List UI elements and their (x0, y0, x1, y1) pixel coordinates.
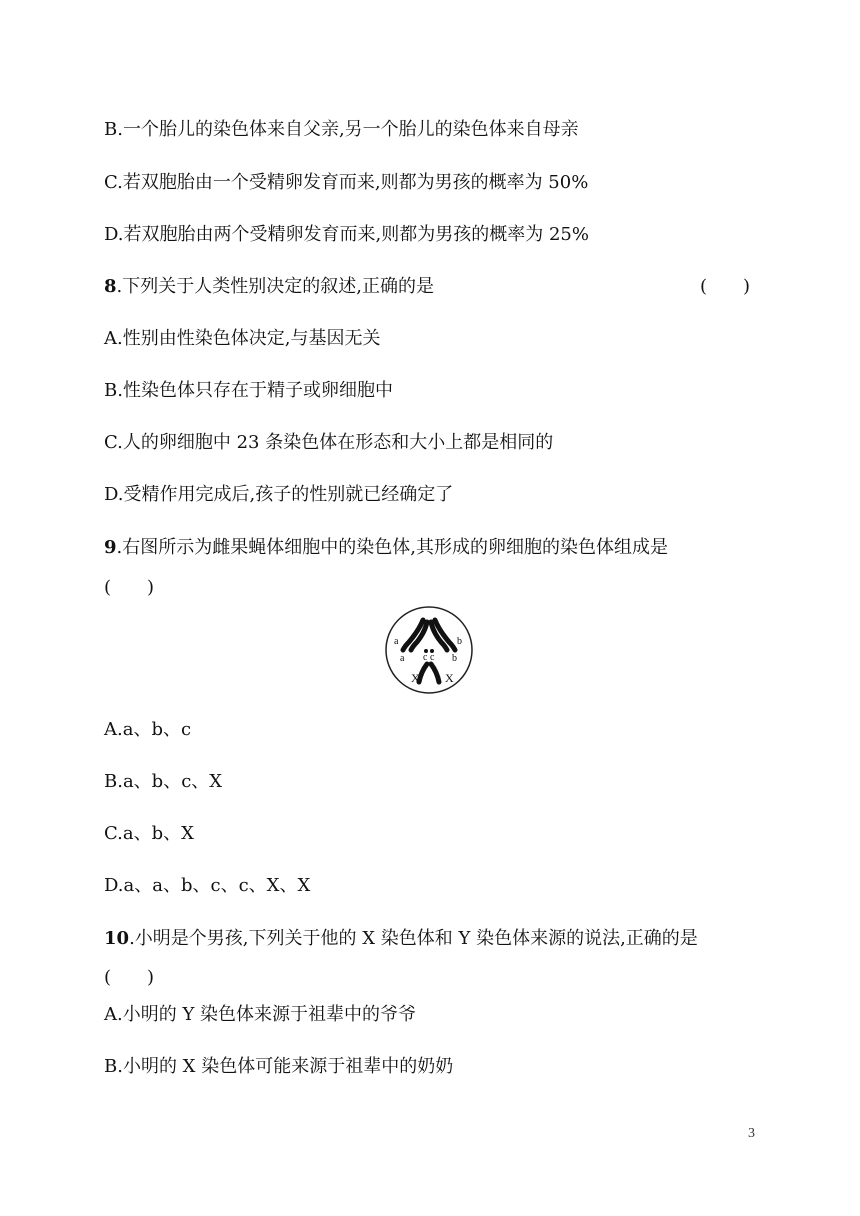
q7-option-c: C.若双胞胎由一个受精卵发育而来,则都为男孩的概率为 50% (104, 172, 589, 193)
q8-option-c: C.人的卵细胞中 23 条染色体在形态和大小上都是相同的 (104, 432, 554, 453)
q10-option-a: A.小明的 Y 染色体来源于祖辈中的爷爷 (104, 1004, 417, 1025)
page-number: 3 (748, 1126, 755, 1141)
label-a-2: a (400, 653, 405, 664)
cell-outline (386, 607, 472, 693)
q9-answer-paren: ( ) (104, 577, 155, 598)
q8-number: 8 (104, 276, 117, 297)
chromosome-x-left (419, 664, 427, 682)
label-x-2: X (445, 671, 454, 685)
q9-stem (104, 536, 668, 560)
q10-answer-paren: ( ) (104, 967, 155, 988)
label-a-1: a (394, 636, 399, 647)
q8-option-a: A.性别由性染色体决定,与基因无关 (104, 328, 381, 349)
q10-option-b: B.小明的 X 染色体可能来源于祖辈中的奶奶 (104, 1056, 454, 1077)
chromosome-diagram (383, 604, 475, 696)
label-c-2: c (430, 652, 435, 663)
q7-option-b: B.一个胎儿的染色体来自父亲,另一个胎儿的染色体来自母亲 (104, 119, 579, 140)
q8-option-d: D.受精作用完成后,孩子的性别就已经确定了 (104, 484, 454, 505)
q9-number: 9 (104, 537, 117, 558)
q9-option-c: C.a、b、X (104, 823, 194, 844)
q8-stem (104, 275, 434, 299)
q9-option-a: A.a、b、c (104, 719, 192, 740)
label-x-1: X (411, 671, 420, 685)
label-b-1: b (457, 636, 462, 647)
q9-stem-text: .右图所示为雌果蝇体细胞中的染色体,其形成的卵细胞的染色体组成是 (116, 537, 668, 558)
q10-stem (104, 927, 698, 951)
q10-number: 10 (104, 928, 130, 949)
q7-option-d: D.若双胞胎由两个受精卵发育而来,则都为男孩的概率为 25% (104, 224, 589, 245)
q8-answer-paren: ( ) (700, 276, 751, 297)
q10-stem-text: .小明是个男孩,下列关于他的 X 染色体和 Y 染色体来源的说法,正确的是 (129, 928, 698, 949)
q9-option-b: B.a、b、c、X (104, 771, 223, 792)
q9-option-d: D.a、a、b、c、c、X、X (104, 875, 311, 896)
chromosome-x-right (431, 664, 439, 682)
label-b-2: b (452, 653, 457, 664)
q8-stem-text: .下列关于人类性别决定的叙述,正确的是 (116, 276, 434, 297)
q8-option-b: B.性染色体只存在于精子或卵细胞中 (104, 380, 393, 401)
label-c-1: c (423, 652, 428, 663)
